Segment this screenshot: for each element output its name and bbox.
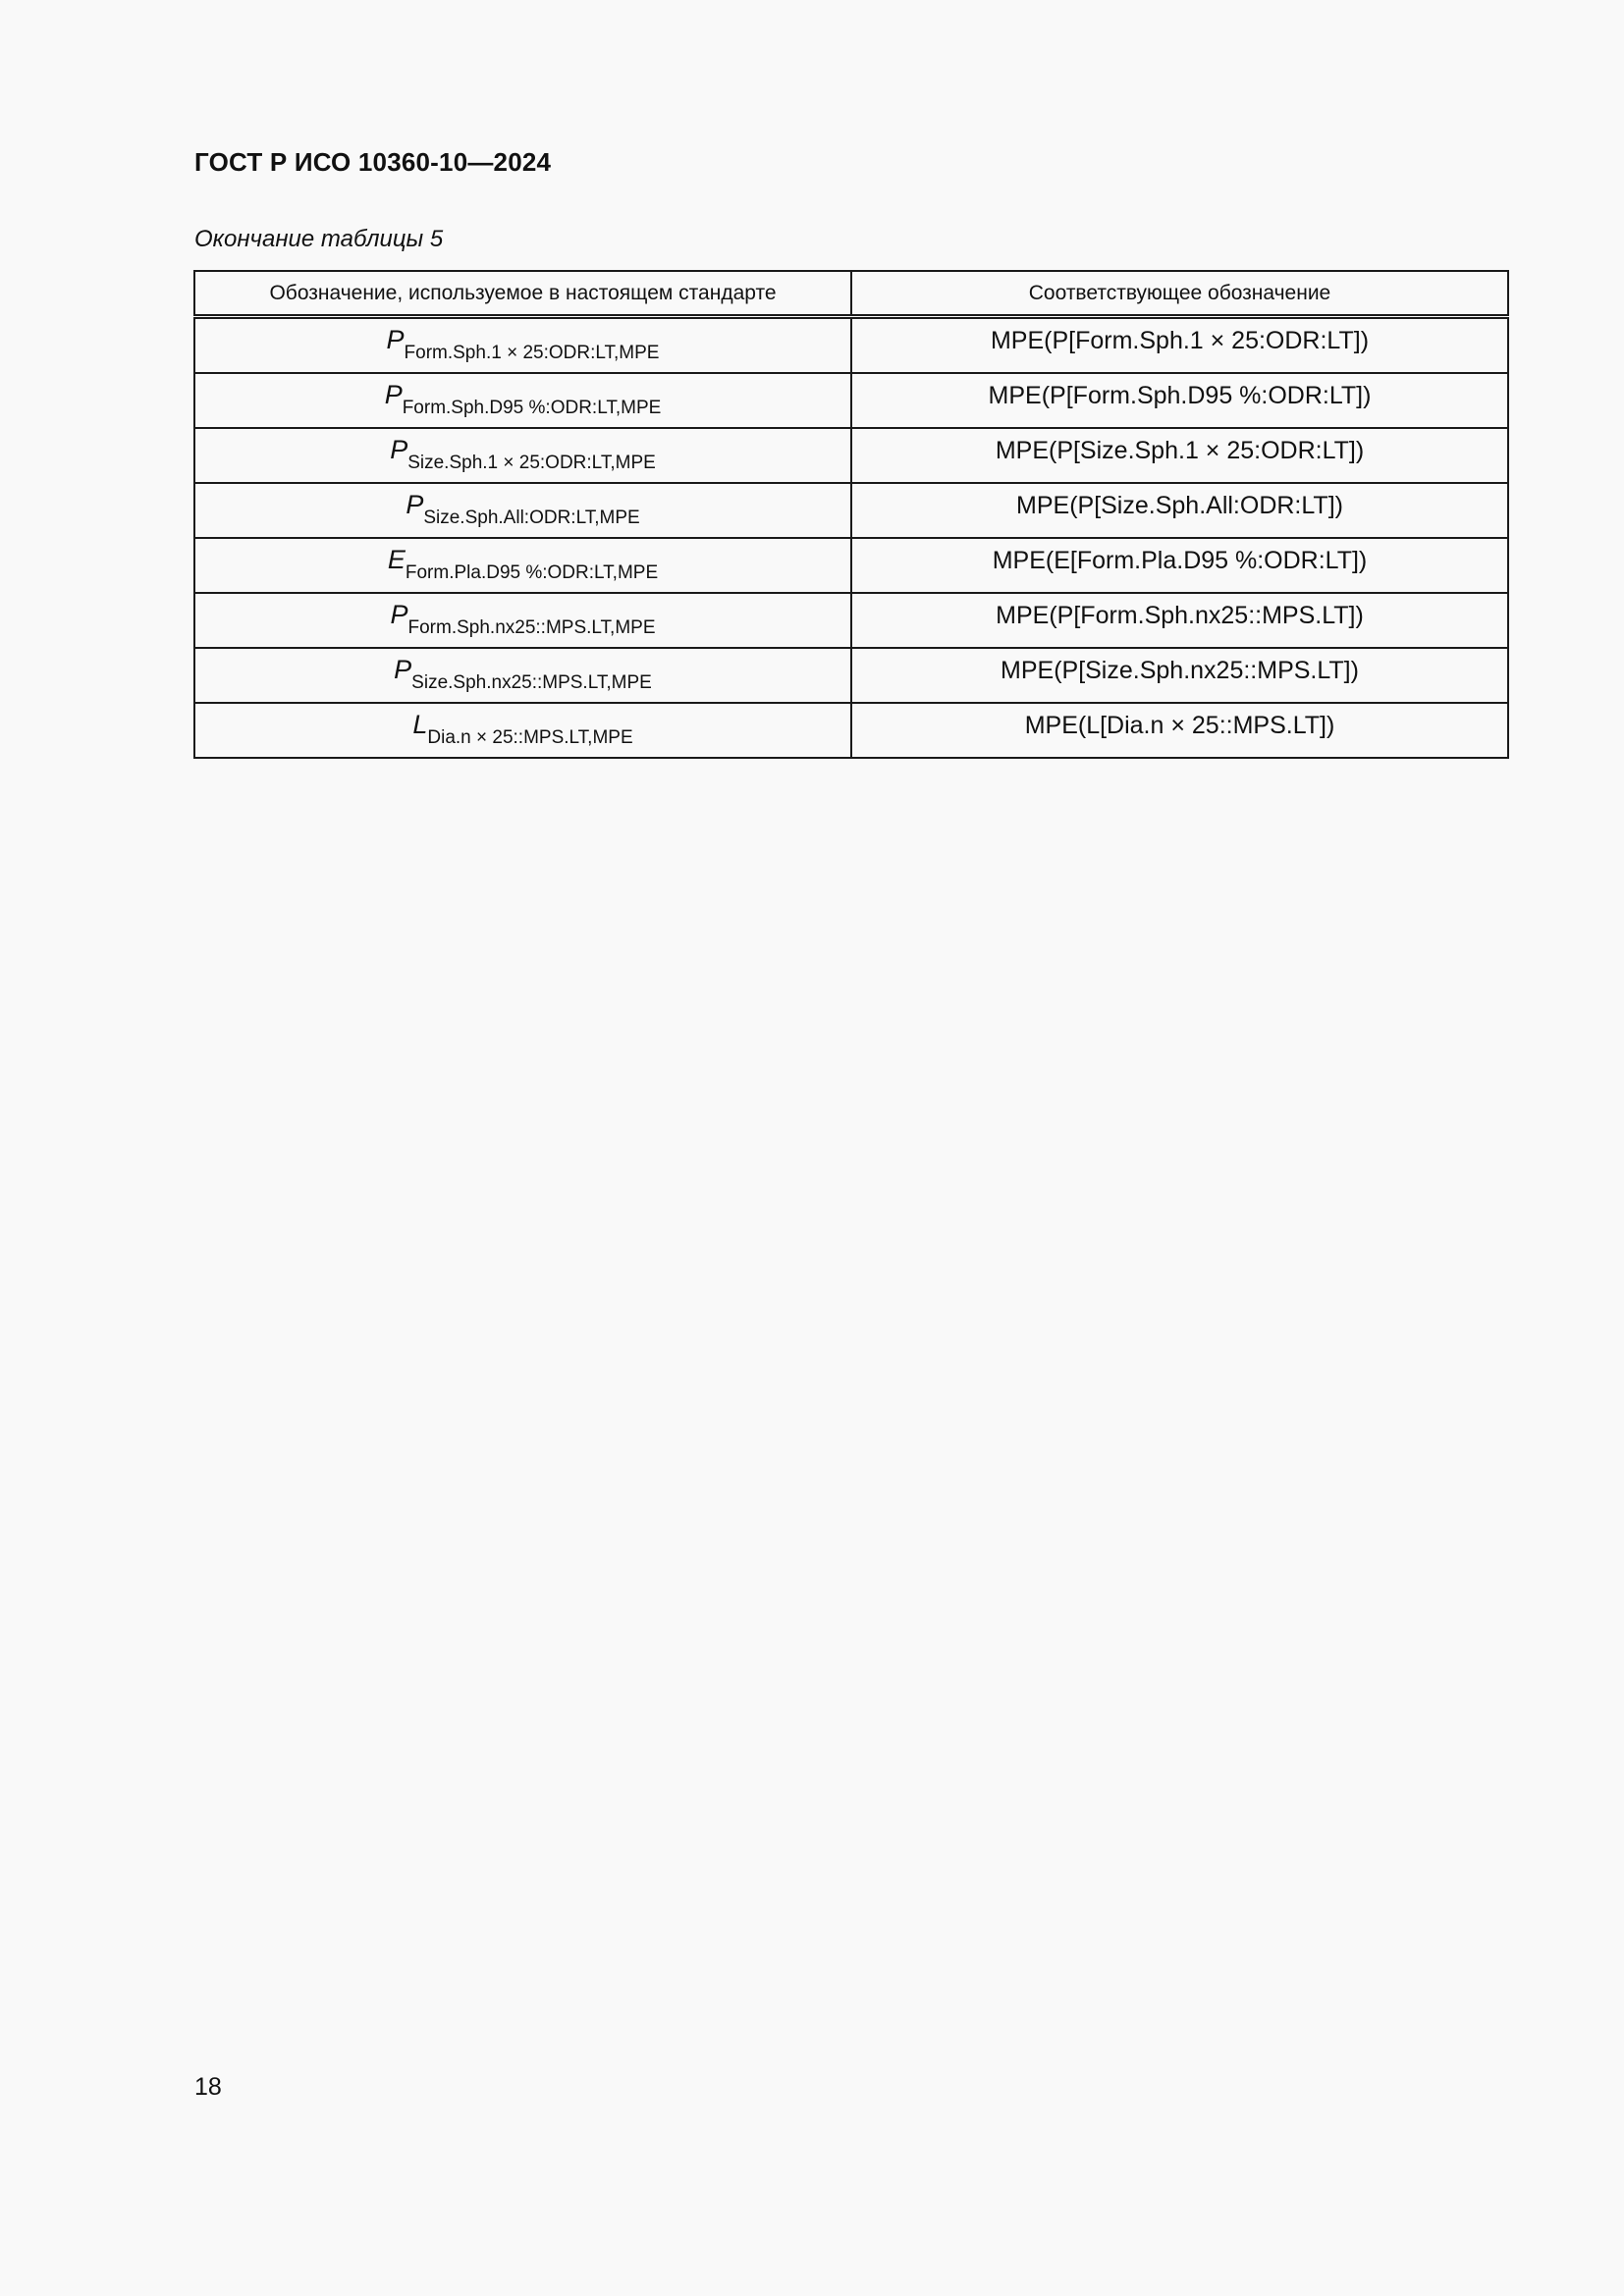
symbol-letter: P xyxy=(386,324,405,354)
symbol-cell xyxy=(194,648,851,703)
equivalent-text: MPE(P[Form.Sph.1 × 25:ODR:LT]) xyxy=(990,326,1370,354)
table-row xyxy=(194,538,1508,593)
table-header-row xyxy=(194,271,1508,317)
symbols-table xyxy=(193,270,1509,759)
column-header-standard-symbol: Обозначение, используемое в настоящем стандарте xyxy=(194,271,851,317)
symbol-cell xyxy=(194,593,851,648)
symbol-cell xyxy=(194,538,851,593)
equivalent-text: MPE(P[Size.Sph.nx25::MPS.LT]) xyxy=(1001,656,1359,684)
symbol-letter: L xyxy=(412,709,428,739)
symbol-letter: P xyxy=(406,489,424,519)
document-header: ГОСТ Р ИСО 10360-10—2024 xyxy=(194,147,552,177)
table-caption: Окончание таблицы 5 xyxy=(194,226,444,252)
symbol-subscript: Form.Pla.D95 %:ODR:LT,MPE xyxy=(405,561,659,583)
symbol-letter: P xyxy=(390,434,408,464)
equivalent-text: MPE(L[Dia.n × 25::MPS.LT]) xyxy=(1024,711,1335,739)
symbol-subscript: Dia.n × 25::MPS.LT,MPE xyxy=(427,726,633,748)
symbol-subscript: Form.Sph.nx25::MPS.LT,MPE xyxy=(407,616,656,638)
equivalent-text: MPE(P[Size.Sph.All:ODR:LT]) xyxy=(1016,491,1343,519)
symbol-cell xyxy=(194,317,851,374)
column-header-equivalent-symbol: Соответствующее обозначение xyxy=(851,271,1508,317)
symbol-letter: P xyxy=(390,599,408,629)
equivalent-cell xyxy=(851,648,1508,703)
symbol-letter: E xyxy=(387,544,406,574)
table-row xyxy=(194,373,1508,428)
symbol-letter: P xyxy=(384,379,403,409)
equivalent-text: MPE(P[Form.Sph.D95 %:ODR:LT]) xyxy=(988,381,1372,409)
symbol-cell xyxy=(194,428,851,483)
symbol-subscript: Form.Sph.1 × 25:ODR:LT,MPE xyxy=(404,342,660,363)
equivalent-cell xyxy=(851,428,1508,483)
equivalent-text: MPE(P[Form.Sph.nx25::MPS.LT]) xyxy=(996,601,1364,629)
symbol-cell xyxy=(194,373,851,428)
page-number: 18 xyxy=(194,2073,222,2101)
symbol-subscript: Form.Sph.D95 %:ODR:LT,MPE xyxy=(402,397,662,418)
symbol-subscript: Size.Sph.nx25::MPS.LT,MPE xyxy=(411,671,652,693)
equivalent-text: MPE(P[Size.Sph.1 × 25:ODR:LT]) xyxy=(995,436,1365,464)
equivalent-cell xyxy=(851,317,1508,374)
equivalent-cell xyxy=(851,703,1508,758)
symbol-subscript: Size.Sph.All:ODR:LT,MPE xyxy=(423,507,640,528)
symbol-cell xyxy=(194,483,851,538)
symbol-letter: P xyxy=(394,654,412,684)
table-row xyxy=(194,703,1508,758)
table-row xyxy=(194,483,1508,538)
equivalent-cell xyxy=(851,483,1508,538)
equivalent-text: MPE(E[Form.Pla.D95 %:ODR:LT]) xyxy=(992,546,1368,574)
symbol-subscript: Size.Sph.1 × 25:ODR:LT,MPE xyxy=(407,452,656,473)
equivalent-cell xyxy=(851,538,1508,593)
table-row xyxy=(194,428,1508,483)
symbols-table-container xyxy=(193,270,1509,759)
symbol-cell xyxy=(194,703,851,758)
equivalent-cell xyxy=(851,373,1508,428)
table-row xyxy=(194,648,1508,703)
equivalent-cell xyxy=(851,593,1508,648)
table-row xyxy=(194,317,1508,374)
table-row xyxy=(194,593,1508,648)
